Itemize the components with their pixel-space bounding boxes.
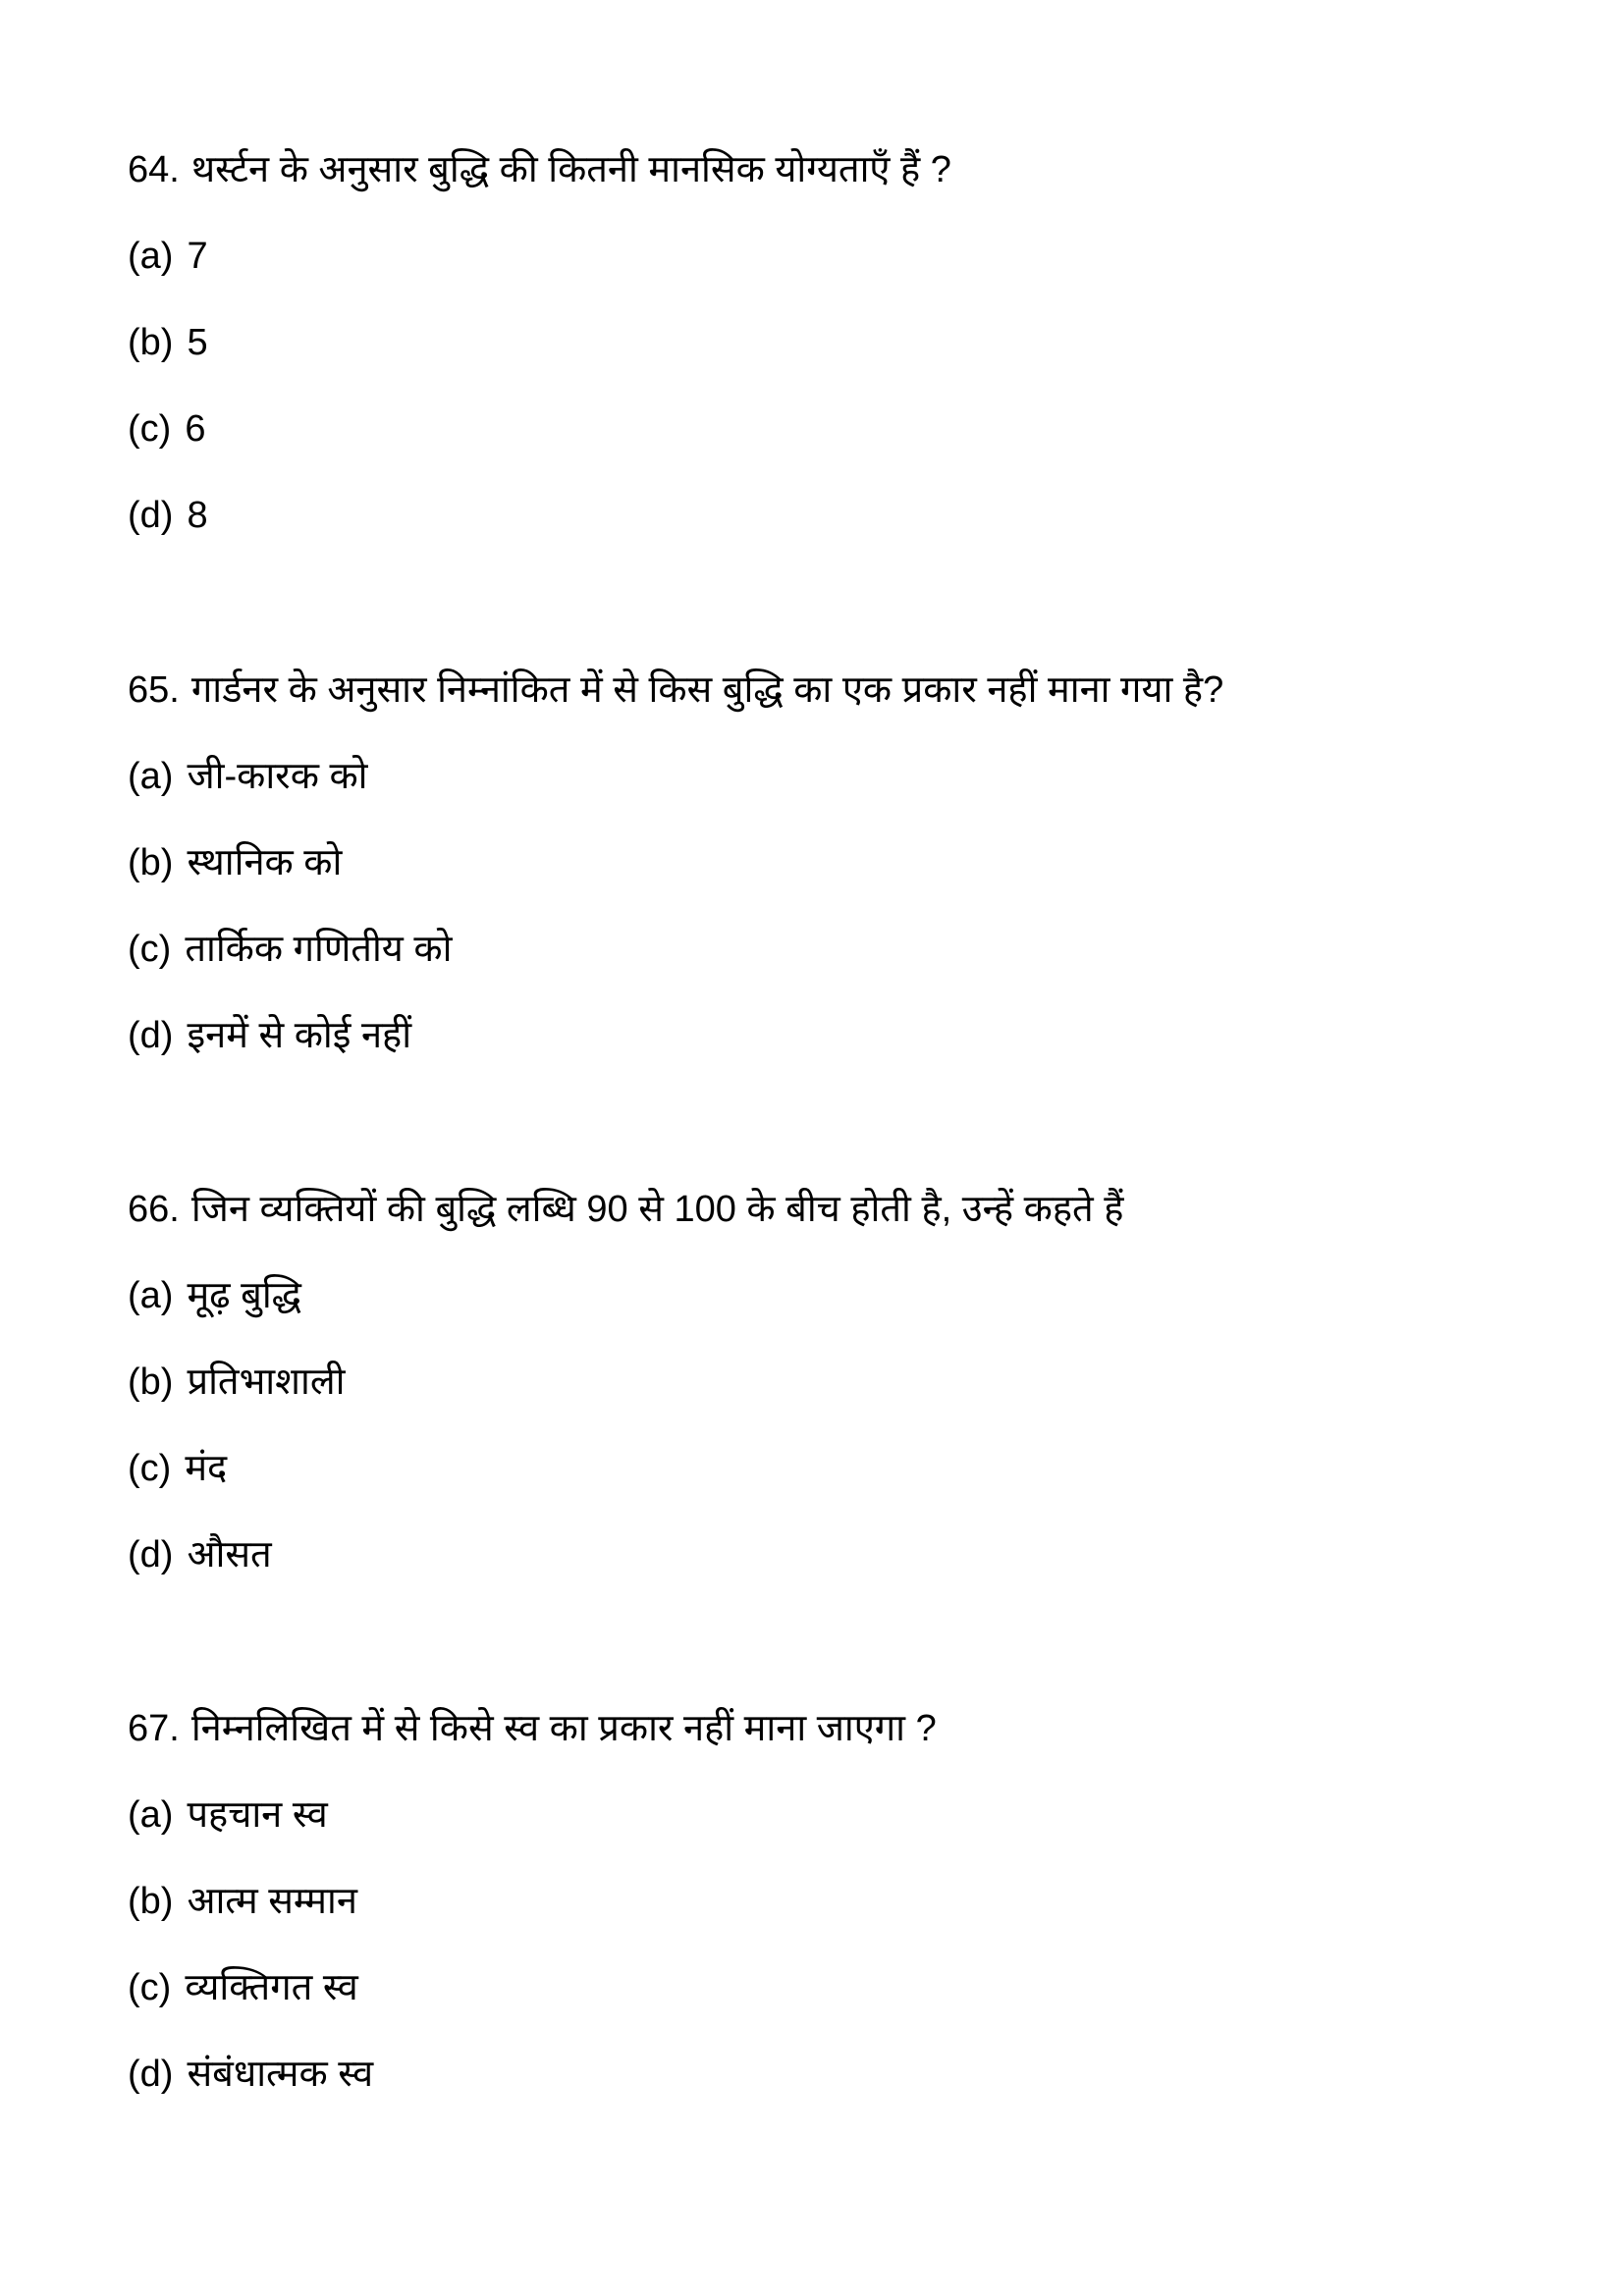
option-label: (b) <box>128 1881 174 1922</box>
option-label: (b) <box>128 322 174 363</box>
option-label: (d) <box>128 1015 174 1056</box>
option-label: (c) <box>128 929 172 970</box>
option-text: संबंधात्मक स्व <box>187 2054 374 2095</box>
option-item <box>128 1958 1522 2045</box>
option-text: तार्किक गणितीय को <box>185 929 453 970</box>
option-item <box>128 2045 1522 2131</box>
option-text: 7 <box>187 236 208 277</box>
option-item <box>128 920 1522 1006</box>
option-text: 6 <box>185 408 206 450</box>
question-stem: जिन व्यक्तियों की बुद्धि लब्धि 90 से 100 के बीच होती है, उन्हें कहते हैं <box>190 1189 1124 1230</box>
question-number: 67. <box>128 1708 180 1749</box>
option-label: (c) <box>128 1448 172 1489</box>
option-text: औसत <box>187 1534 272 1575</box>
option-label: (a) <box>128 1275 174 1316</box>
option-text: स्थानिक को <box>187 842 343 883</box>
option-text: आत्म सम्मान <box>187 1881 357 1922</box>
option-item <box>128 747 1522 833</box>
option-item <box>128 227 1522 313</box>
question-block <box>128 1180 1522 1612</box>
question-text <box>128 1180 1522 1266</box>
question-text <box>128 661 1522 747</box>
option-text: इनमें से कोई नहीं <box>187 1015 412 1056</box>
option-text: जी-कारक को <box>187 756 368 797</box>
question-number: 66. <box>128 1189 180 1230</box>
option-text: व्यक्तिगत स्व <box>185 1967 358 2008</box>
option-label: (a) <box>128 236 174 277</box>
option-label: (d) <box>128 495 174 536</box>
option-label: (a) <box>128 756 174 797</box>
option-label: (d) <box>128 1534 174 1575</box>
option-label: (c) <box>128 1967 172 2008</box>
question-stem: निम्नलिखित में से किसे स्व का प्रकार नहीं माना जाएगा ? <box>190 1708 937 1749</box>
option-item <box>128 1266 1522 1353</box>
option-label: (d) <box>128 2054 174 2095</box>
option-item <box>128 1786 1522 1872</box>
option-item <box>128 833 1522 920</box>
option-label: (c) <box>128 408 172 450</box>
option-item <box>128 313 1522 400</box>
question-number: 65. <box>128 669 180 711</box>
option-item <box>128 1872 1522 1958</box>
question-text <box>128 1699 1522 1786</box>
question-stem: गार्डनर के अनुसार निम्नांकित में से किस बुद्धि का एक प्रकार नहीं माना गया है? <box>190 669 1224 711</box>
option-text: पहचान स्व <box>187 1794 328 1836</box>
option-item <box>128 486 1522 572</box>
option-text: 5 <box>187 322 208 363</box>
question-block <box>128 1699 1522 2131</box>
option-item <box>128 1006 1522 1093</box>
option-label: (b) <box>128 842 174 883</box>
question-block <box>128 661 1522 1093</box>
option-text: प्रतिभाशाली <box>187 1362 346 1403</box>
option-item <box>128 400 1522 486</box>
question-text <box>128 140 1522 227</box>
question-stem: थर्स्टन के अनुसार बुद्धि की कितनी मानसिक योग्यताएँ हैं ? <box>190 149 951 190</box>
option-item <box>128 1353 1522 1439</box>
option-label: (b) <box>128 1362 174 1403</box>
option-label: (a) <box>128 1794 174 1836</box>
option-text: मूढ़ बुद्धि <box>187 1275 302 1316</box>
option-item <box>128 1439 1522 1525</box>
option-text: मंद <box>185 1448 228 1489</box>
option-item <box>128 1525 1522 1612</box>
option-text: 8 <box>187 495 208 536</box>
question-number: 64. <box>128 149 180 190</box>
question-block <box>128 140 1522 572</box>
